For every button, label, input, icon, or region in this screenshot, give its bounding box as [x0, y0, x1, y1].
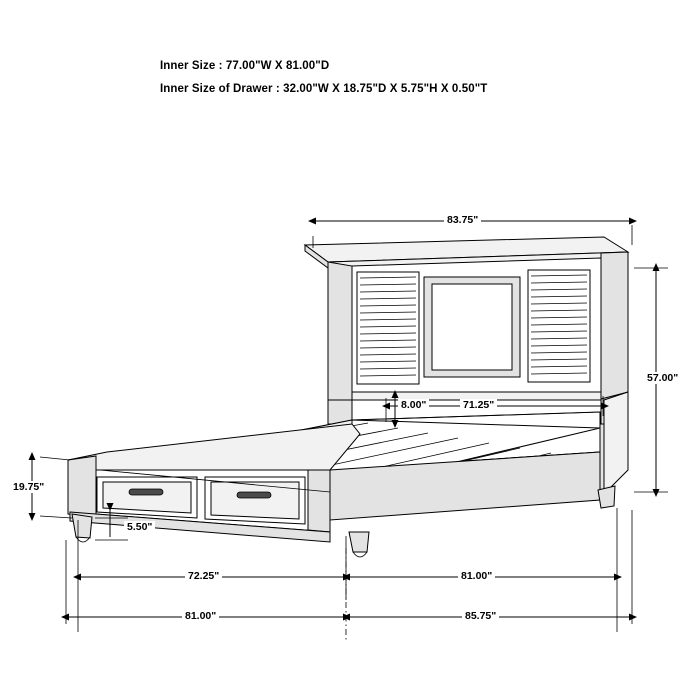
- dim-footboard-height: 19.75": [10, 481, 47, 493]
- dim-rail-height: 8.00": [398, 399, 429, 411]
- dim-overall-depth: 85.75": [462, 610, 499, 622]
- dim-overall-front: 81.00": [182, 610, 219, 622]
- dim-headboard-width: 83.75": [444, 214, 481, 226]
- dim-headboard-height: 57.00": [644, 372, 681, 384]
- dim-side-length: 81.00": [458, 570, 495, 582]
- inner-size-drawer-text: Inner Size of Drawer : 32.00"W X 18.75"D X 5.75"H X 0.50"T: [160, 83, 488, 95]
- dim-rail-inner-width: 71.25": [460, 399, 497, 411]
- dim-drawer-height: 5.50": [124, 521, 155, 533]
- dim-footboard-width: 72.25": [185, 570, 222, 582]
- inner-size-text: Inner Size : 77.00"W X 81.00"D: [160, 60, 330, 72]
